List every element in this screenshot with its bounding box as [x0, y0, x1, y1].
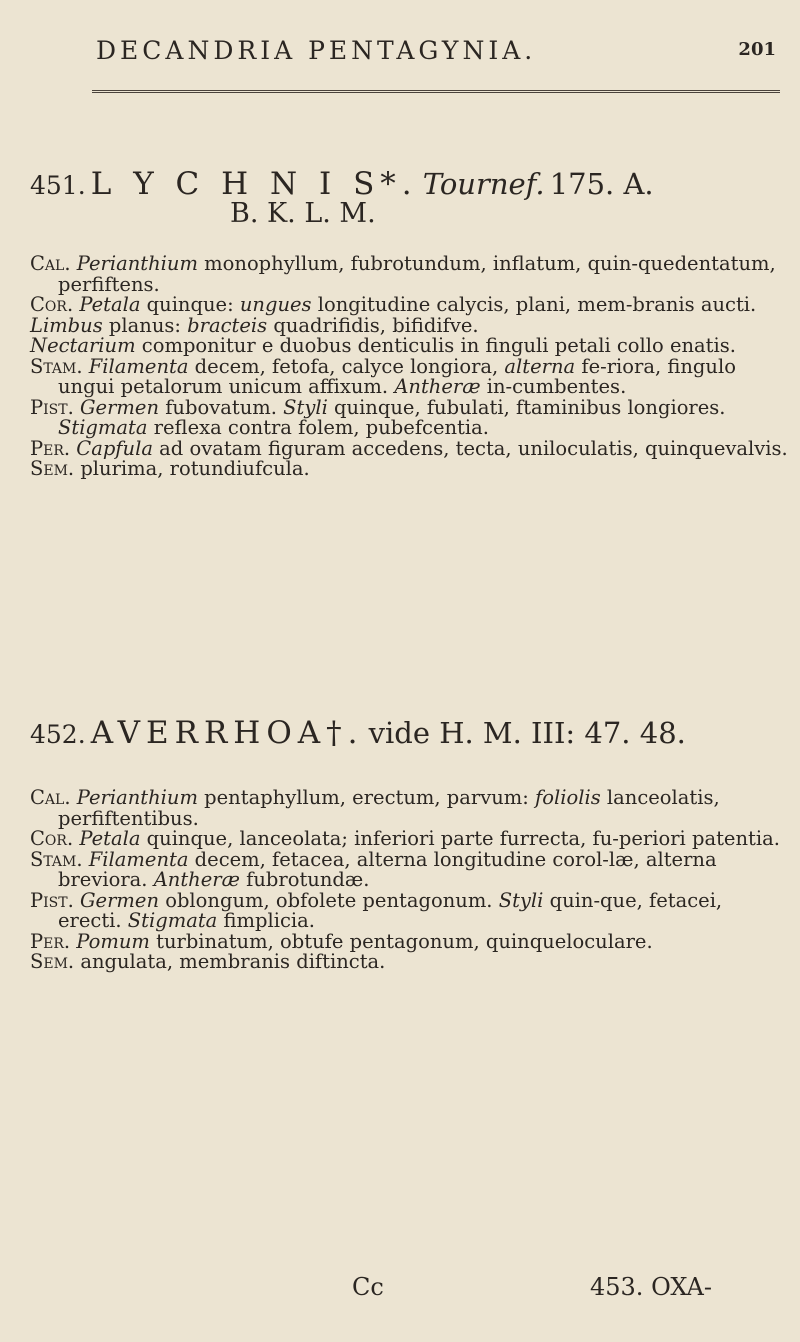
italic-term: Antheræ: [394, 375, 481, 398]
text-run: planus:: [102, 313, 188, 337]
text-run: monophyllum, fubrotundum, inflatum, quin-quedentatum, perfiftens.: [58, 252, 776, 296]
part-label: Sem.: [30, 457, 81, 480]
description-paragraph: [30, 788, 790, 829]
text-run: quin-que, fetacei, erecti.: [58, 888, 723, 932]
running-head-title: DECANDRIA PENTAGYNIA.: [96, 36, 537, 65]
italic-term: ungues: [239, 293, 312, 316]
description-paragraph: [30, 929, 790, 953]
entry-number: 452.: [30, 720, 86, 749]
description-paragraph: [30, 395, 790, 439]
italic-term: Petala: [79, 293, 141, 316]
signature-mark: Cc: [352, 1273, 384, 1301]
text-run: decem, fetacea, alterna longitudine corol-læ, alterna breviora.: [58, 847, 717, 891]
text-run: in-cumbentes.: [480, 375, 627, 398]
text-run: decem, fetofa, calyce longiora,: [188, 354, 505, 378]
text-run: fubovatum.: [159, 395, 284, 419]
part-label: Cal.: [30, 786, 77, 809]
catchword: 453. OXA-: [590, 1273, 712, 1301]
italic-term: Petala: [79, 827, 141, 850]
text-run: quinque, fubulati, ftaminibus longiores.: [327, 395, 726, 419]
part-label: Per.: [30, 929, 77, 953]
italic-term: Filamenta: [88, 354, 189, 378]
description-paragraph: [30, 436, 790, 460]
text-run: angulata, membranis diftincta.: [80, 950, 386, 973]
part-label: Sem.: [30, 950, 81, 973]
text-run: oblongum, obfolete pentagonum.: [159, 888, 499, 912]
reference-detail: 175. A.: [549, 167, 654, 201]
italic-term: Filamenta: [88, 847, 189, 871]
description-paragraph: [30, 313, 790, 337]
entry-heading-452: [30, 715, 790, 751]
italic-term: Limbus: [30, 313, 103, 337]
text-run: fubrotundæ.: [239, 868, 370, 891]
description-paragraph: [30, 254, 790, 295]
text-run: fimplicia.: [217, 909, 315, 932]
text-run: ad ovatam figuram accedens, tecta, uniloculatis, quinquevalvis.: [152, 436, 788, 460]
entry-description-452: [30, 788, 790, 973]
text-run: quinque, lanceolata; inferiori parte furrecta, fu-periori patentia.: [140, 827, 780, 850]
description-paragraph: [30, 888, 790, 932]
part-label: Stam.: [30, 354, 89, 378]
text-run: quinque:: [140, 293, 240, 316]
reference-detail: vide H. M. III: 47. 48.: [368, 716, 686, 750]
description-paragraph: [30, 847, 790, 891]
genus-name: L Y C H N I S*.: [90, 166, 418, 202]
text-run: lanceolatis, perfiftentibus.: [58, 786, 720, 830]
reference-author: Tournef.: [422, 167, 545, 201]
description-paragraph: [30, 459, 790, 480]
part-label: Cor.: [30, 293, 80, 316]
part-label: Pist.: [30, 395, 80, 419]
genus-name: AVERRHOA†.: [90, 715, 364, 751]
italic-term: Germen: [79, 395, 160, 419]
italic-term: Perianthium: [76, 786, 198, 809]
italic-term: Nectarium: [30, 334, 136, 357]
description-paragraph: [30, 336, 790, 357]
entry-description-451: [30, 254, 790, 480]
italic-term: Styli: [498, 888, 544, 912]
part-label: Stam.: [30, 847, 89, 871]
description-paragraph: [30, 354, 790, 398]
text-run: componitur e duobus denticulis in finguli petali collo enatis.: [135, 334, 736, 357]
running-head: [96, 36, 776, 70]
text-run: reflexa contra folem, pubefcentia.: [147, 416, 489, 439]
text-run: plurima, rotundiufcula.: [80, 457, 310, 480]
italic-term: Pomum: [76, 929, 150, 953]
part-label: Cor.: [30, 827, 80, 850]
part-label: Cal.: [30, 252, 77, 275]
entry-heading-451: [30, 166, 790, 229]
italic-term: Stigmata: [58, 416, 148, 439]
description-paragraph: [30, 829, 790, 850]
italic-term: bracteis: [187, 313, 268, 337]
part-label: Per.: [30, 436, 77, 460]
text-run: quadrifidis, bifidifve.: [267, 313, 479, 337]
description-paragraph: [30, 295, 790, 316]
italic-term: alterna: [504, 354, 576, 378]
text-run: pentaphyllum, erectum, parvum:: [197, 786, 536, 809]
italic-term: Stigmata: [127, 909, 218, 932]
italic-term: Germen: [79, 888, 160, 912]
text-run: fe-riora, fingulo ungui petalorum unicum affixum.: [58, 354, 736, 398]
italic-term: Antheræ: [153, 868, 240, 891]
text-run: longitudine calycis, plani, mem-branis aucti.: [311, 293, 757, 316]
italic-term: Capfula: [76, 436, 153, 460]
italic-term: Styli: [283, 395, 328, 419]
part-label: Pist.: [30, 888, 80, 912]
header-rule: [92, 90, 780, 93]
description-paragraph: [30, 952, 790, 973]
text-run: turbinatum, obtufe pentagonum, quinqueloculare.: [149, 929, 653, 953]
page-number: 201: [738, 39, 776, 60]
entry-number: 451.: [30, 171, 86, 200]
reference-subline: B. K. L. M.: [230, 198, 376, 229]
italic-term: Perianthium: [76, 252, 198, 275]
italic-term: foliolis: [535, 786, 601, 809]
